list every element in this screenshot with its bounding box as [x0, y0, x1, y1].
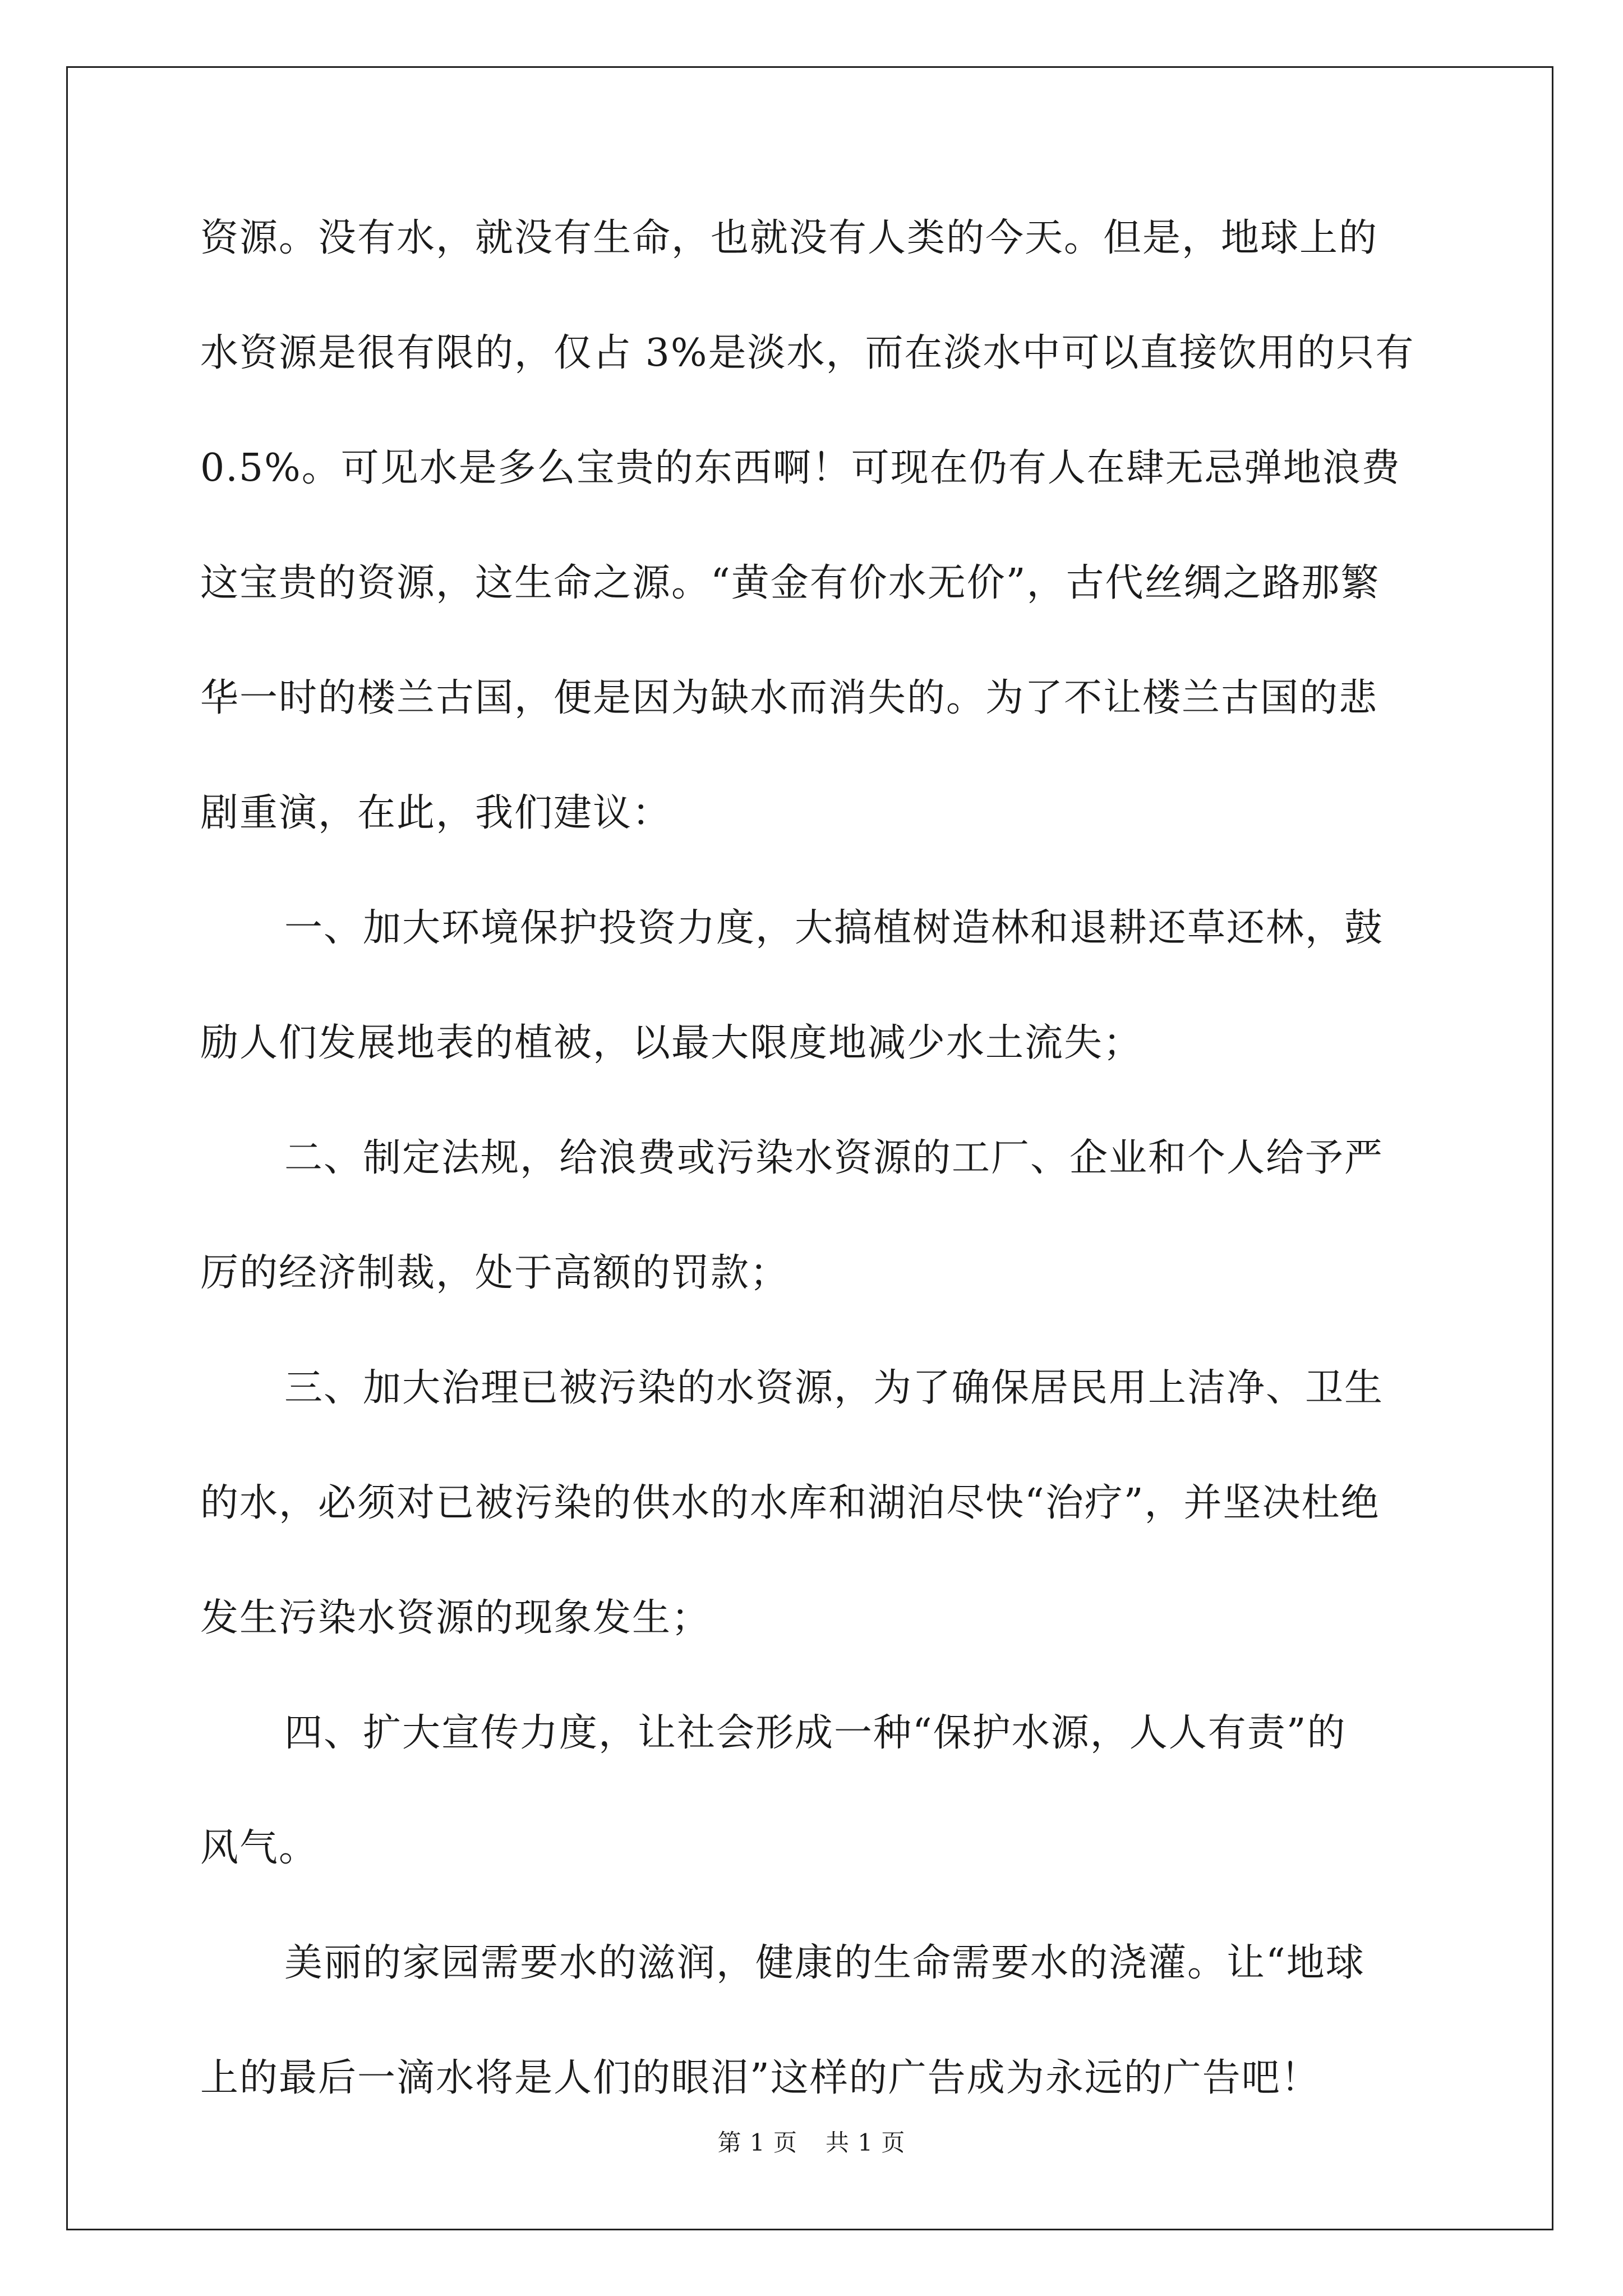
paragraph-line: 资源。没有水，就没有生命，也就没有人类的今天。但是，地球上的: [200, 216, 1378, 260]
proposal-two-line: 二、制定法规，给浪费或污染水资源的工厂、企业和个人给予严: [284, 1136, 1384, 1180]
document-body: [200, 213, 1428, 2168]
closing-paragraph-line: 美丽的家园需要水的滋润，健康的生命需要水的浇灌。让“地球: [284, 1941, 1365, 1985]
proposal-four-line: 四、扩大宣传力度，让社会形成一种“保护水源，人人有责”的: [284, 1711, 1347, 1755]
proposal-one-line: 励人们发展地表的植被，以最大限度地减少水土流失；: [200, 1021, 1143, 1065]
paragraph-line: 剧重演，在此，我们建议：: [200, 791, 672, 835]
paragraph-line: 这宝贵的资源，这生命之源。“黄金有价水无价”，古代丝绸之路那繁: [200, 561, 1380, 605]
page-footer: [0, 2129, 1623, 2157]
proposal-three-line: 三、加大治理已被污染的水资源，为了确保居民用上洁净、卫生: [284, 1366, 1384, 1410]
closing-paragraph-line: 上的最后一滴水将是人们的眼泪”这样的广告成为永远的广告吧！: [200, 2056, 1320, 2100]
proposal-three-line: 发生污染水资源的现象发生；: [200, 1596, 711, 1640]
proposal-three-line: 的水，必须对已被污染的供水的水库和湖泊尽快“治疗”，并坚决杜绝: [200, 1481, 1380, 1525]
page-total: 共 1 页: [826, 2129, 906, 2156]
proposal-two-line: 厉的经济制裁，处于高额的罚款；: [200, 1251, 790, 1295]
proposal-four-line: 风气。: [200, 1826, 319, 1870]
proposal-one-line: 一、加大环境保护投资力度，大搞植树造林和退耕还草还林，鼓: [284, 906, 1384, 950]
paragraph-line: 水资源是很有限的，仅占 3%是淡水，而在淡水中可以直接饮用的只有: [200, 331, 1415, 375]
page-number: 第 1 页: [717, 2129, 797, 2156]
paragraph-line: 0.5%。可见水是多么宝贵的东西啊！可现在仍有人在肆无忌弹地浪费: [200, 446, 1401, 490]
paragraph-line: 华一时的楼兰古国，便是因为缺水而消失的。为了不让楼兰古国的悲: [200, 676, 1378, 720]
